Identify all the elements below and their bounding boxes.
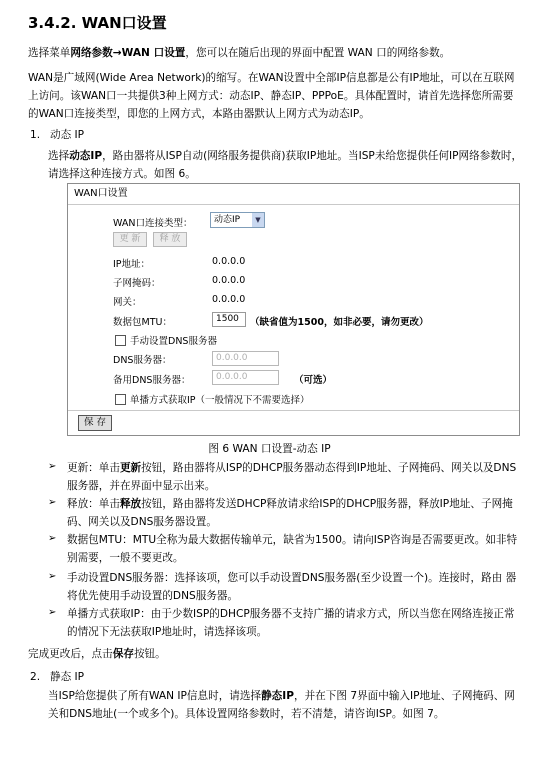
conn-type-value: 动态IP	[214, 215, 241, 225]
bullet-marker: ➢	[48, 461, 57, 472]
manual-dns-label: 手动设置DNS服务器	[130, 336, 217, 347]
bullet-marker: ➢	[48, 533, 57, 544]
bullet-text: 按钮，路由器将从ISP的DHCP服务器动态得到IP地址、子网掩码、网关以及DNS服务器，并在界面中显示出来。	[67, 462, 517, 492]
dns-input[interactable]: 0.0.0.0	[212, 351, 279, 366]
bullet-item-release	[67, 495, 522, 531]
done-bold: 保存	[112, 648, 134, 660]
figure-caption: 图 6 WAN 口设置-动态 IP	[208, 443, 331, 455]
bullet-marker: ➢	[48, 571, 57, 582]
save-button[interactable]: 保 存	[78, 415, 112, 431]
bullet-text: 释放：单击	[67, 498, 120, 510]
unicast-checkbox[interactable]	[115, 394, 126, 405]
bullet-bold: 释放	[119, 498, 142, 510]
intro1-arrow: →	[112, 47, 122, 59]
panel-footer	[68, 410, 519, 435]
section-1-number: 1.	[30, 129, 41, 141]
panel-body	[68, 204, 519, 412]
intro1-text-a: 选择菜单	[28, 47, 71, 59]
bullet-item-mtu: 数据包MTU：MTU全称为最大数据传输单元，缺省为1500。请向ISP咨询是否需要更改。如非特别需要，一般不要更改。	[67, 534, 518, 564]
sec1-desc-bold: 动态IP	[69, 150, 103, 162]
mtu-input[interactable]: 1500	[212, 312, 246, 327]
bullet-item-manual-dns: 手动设置DNS服务器：选择该项，您可以手动设置DNS服务器(至少设置一个)。连接时，路由 器将优先使用手动设置的DNS服务器。	[67, 572, 517, 602]
done-text-a: 完成更改后，点击	[28, 648, 113, 660]
wan-settings-screenshot	[67, 183, 520, 436]
intro1-text-c: ，您可以在随后出现的界面中配置 WAN 口的网络参数。	[185, 47, 451, 59]
sec1-desc-c: ，路由器将从ISP自动(网络服务提供商)获取IP地址。当ISP未给您提供任何IP网络参数时，请选择这种连接方式。如图 6。	[48, 150, 523, 180]
manual-dns-checkbox[interactable]	[115, 335, 126, 346]
bullet-item-renew	[67, 459, 522, 495]
mtu-note: （缺省值为1500，如非必要，请勿更改）	[250, 317, 429, 328]
dns-label: DNS服务器：	[113, 355, 172, 366]
bullet-marker: ➢	[48, 497, 57, 508]
sec2-desc-bold: 静态IP	[261, 690, 294, 702]
gateway-label: 网关：	[113, 297, 142, 308]
release-button[interactable]: 释 放	[153, 232, 187, 247]
dns2-label: 备用DNS服务器：	[113, 375, 191, 386]
intro1-bold-submenu: WAN 口设置	[121, 47, 186, 59]
intro-paragraph-1	[28, 44, 523, 62]
ip-label: IP地址：	[113, 259, 151, 270]
gateway-value: 0.0.0.0	[212, 294, 246, 305]
done-text-c: 按钮。	[133, 648, 166, 660]
done-paragraph	[28, 645, 166, 663]
panel-title: WAN口设置	[68, 184, 519, 205]
dns2-input[interactable]: 0.0.0.0	[212, 370, 279, 385]
bullet-text: 更新：单击	[67, 462, 120, 474]
section-heading: 3.4.2. WAN口设置	[28, 14, 167, 32]
unicast-label: 单播方式获取IP（一般情况下不需要选择）	[130, 395, 310, 406]
bullet-item-unicast: 单播方式获取IP：由于少数ISP的DHCP服务器不支持广播的请求方式，所以当您在网络连接正常的情况下无法获取IP地址时，请选择该项。	[67, 608, 515, 638]
dns2-note: （可选）	[294, 375, 333, 386]
bullet-marker: ➢	[48, 607, 57, 618]
conn-type-select[interactable]	[210, 212, 265, 228]
section-1-title: 动态 IP	[50, 129, 85, 141]
section-2-description	[48, 687, 523, 723]
mask-label: 子网掩码：	[113, 278, 161, 289]
ip-value: 0.0.0.0	[212, 256, 246, 267]
bullet-text: 按钮，路由器将发送DHCP释放请求给ISP的DHCP服务器，释放IP地址、子网掩码、网关以及DNS服务器设置。	[67, 498, 513, 528]
section-2-number: 2.	[30, 671, 41, 683]
bullet-bold: 更新	[119, 462, 142, 474]
intro1-bold-menu: 网络参数	[70, 47, 113, 59]
mtu-label: 数据包MTU：	[113, 317, 172, 328]
mask-value: 0.0.0.0	[212, 275, 246, 286]
chevron-down-icon: ▼	[252, 213, 264, 227]
section-2-title: 静态 IP	[50, 671, 85, 683]
conn-type-label: WAN口连接类型：	[113, 218, 193, 229]
intro-paragraph-2: WAN是广域网(Wide Area Network)的缩写。在WAN设置中全部IP信息都是公有IP地址，可以在互联网上访问。该WAN口一共提供3种上网方式：动态IP、静态IP、PPPoE。具体配置时，请首先选择您所需要的WAN口连接类型，即您的上网方式，本路由器默认上网方式为动态IP。	[28, 72, 515, 120]
section-1-description	[48, 147, 523, 183]
sec2-desc-c: ，并在下图 7界面中输入IP地址、子网掩码、网关和DNS地址(一个或多个)。具体设置网络参数时，若不清楚，请咨询ISP。如图 7。	[48, 690, 515, 720]
sec1-desc-a: 选择	[48, 150, 70, 162]
sec2-desc-a: 当ISP给您提供了所有WAN IP信息时，请选择	[48, 690, 262, 702]
renew-button[interactable]: 更 新	[113, 232, 147, 247]
